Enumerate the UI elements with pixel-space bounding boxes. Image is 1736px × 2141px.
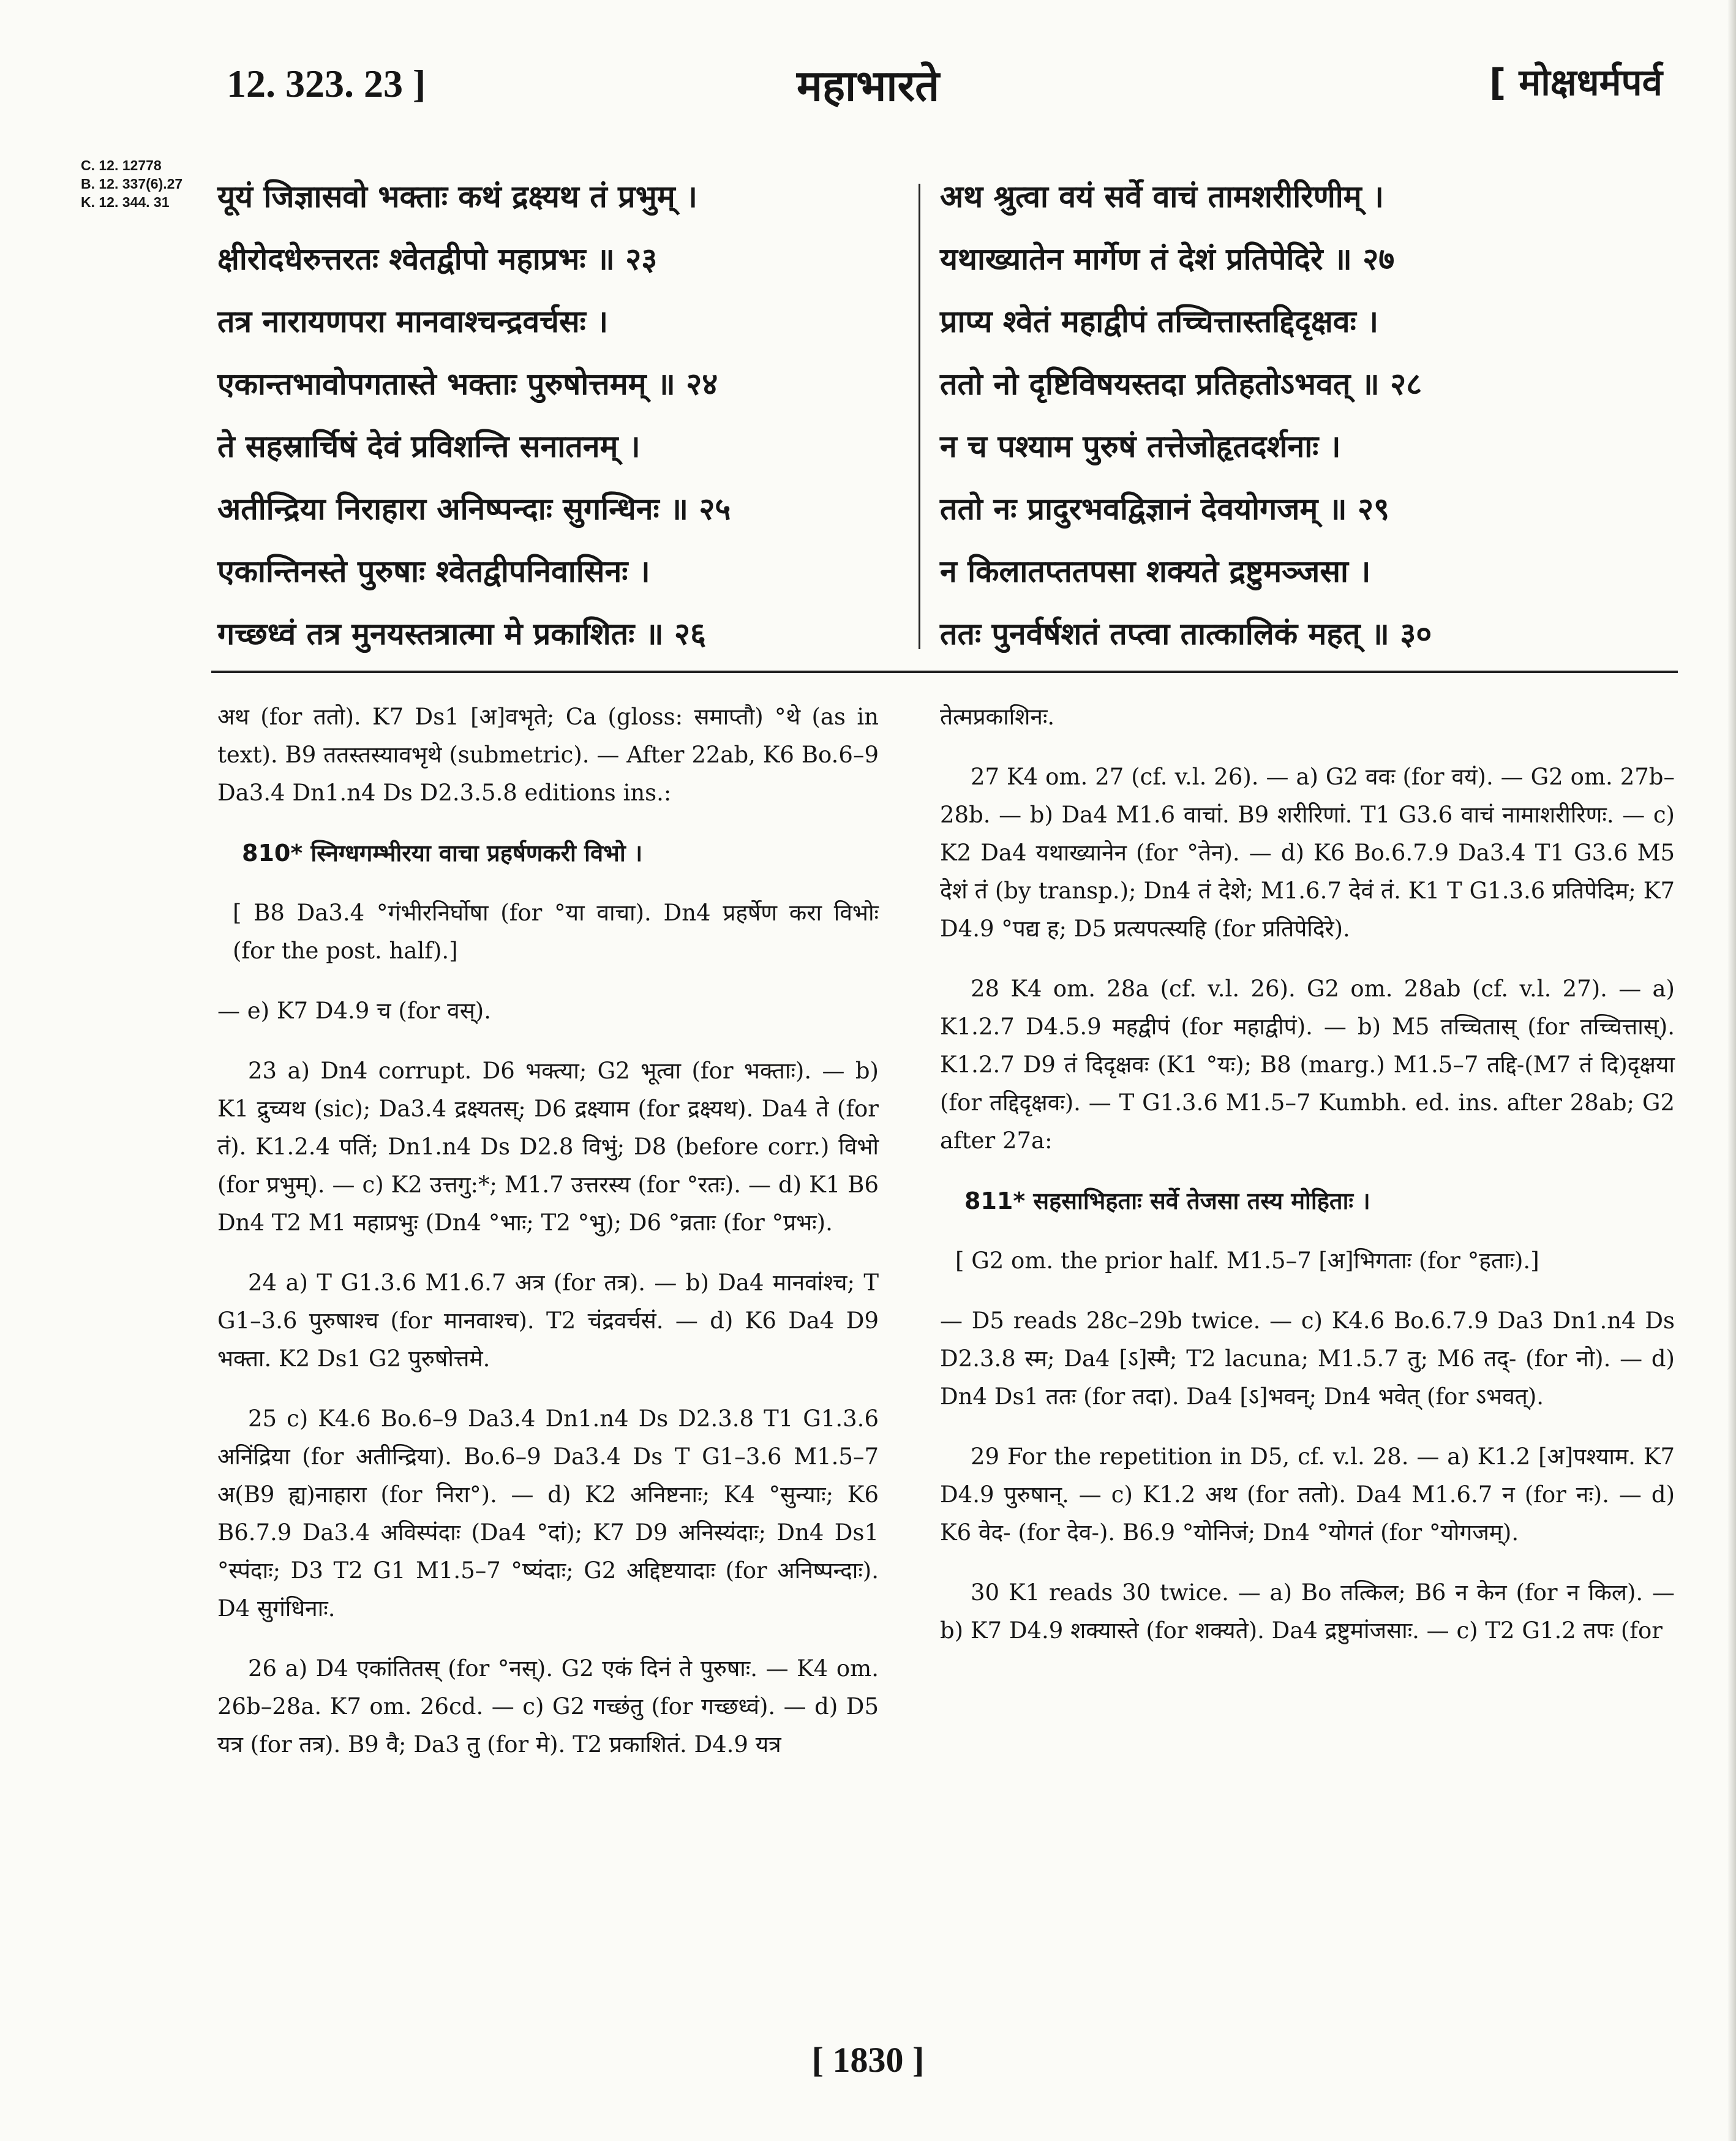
page-edge-shadow: [1727, 0, 1736, 2141]
verse-line: ततः पुनर्वर्षशतं तप्त्वा तात्कालिकं महत् ॥ ३०: [940, 616, 1432, 652]
section-title: [ मोक्षधर्मपर्व: [1489, 61, 1663, 104]
apparatus-note: 25 c) K4.6 Bo.6–9 Da3.4 Dn1.n4 Ds D2.3.8 T1 G1.3.6 अनिंद्रिया (for अतीन्द्रिया). Bo.6–9 Da3.4 Ds T G1–3.6 M1.5–7 अ(B9 ह्य)नाहारा (for निरा°). — d) K2 अनिष्टनाः; K4 °सुन्याः; K6 B6.7.9 Da3.4 अविस्पंदाः (Da4 °दां); K7 D9 अनिस्यंदाः; Dn4 Ds1 °स्पंदाः; D3 T2 G1 M1.5–7 °ष्यंदाः; G2 अद्दिष्टयादाः (for अनिष्पन्दाः). D4 सुगंधिनाः.: [217, 1405, 879, 1622]
verse-line: ते सहस्रार्चिषं देवं प्रविशन्ति सनातनम् ।: [217, 429, 641, 464]
verse-line: ततो नो दृष्टिविषयस्तदा प्रतिहतोऽभवत् ॥ २८: [940, 366, 1422, 402]
verse-line: एकान्तिनस्ते पुरुषाः श्वेतद्वीपनिवासिनः ।: [217, 554, 650, 589]
apparatus-note: 23 a) Dn4 corrupt. D6 भक्त्या; G2 भूत्वा (for भक्ताः). — b) K1 द्रुच्यथ (sic); Da3.4 द्रक्ष्यतस्; D6 द्रक्ष्याम (for द्रक्ष्यथ). Da4 ते (for तं). K1.2.4 पतिं; Dn1.n4 Ds D2.8 विभुं; D8 (before corr.) विभो (for प्रभुम्). — c) K2 उत्तगु:*; M1.7 उत्तरस्य (for °रतः). — d) K1 B6 Dn4 T2 M1 महाप्रभुः (Dn4 °भाः; T2 °भु); D6 °व्रताः (for °प्रभः).: [217, 1058, 879, 1236]
verse-line: अतीन्द्रिया निराहारा अनिष्पन्दाः सुगन्धिनः ॥ २५: [217, 491, 731, 527]
apparatus-divider: [211, 671, 1678, 673]
page-number: [ 1830 ]: [811, 2040, 925, 2080]
verse-column-right: [940, 165, 1659, 665]
apparatus-note: — e) K7 D4.9 च (for वस्).: [217, 998, 491, 1024]
verse-column-left: [217, 165, 882, 665]
apparatus-note: 28 K4 om. 28a (cf. v.l. 26). G2 om. 28ab (cf. v.l. 27). — a) K1.2.7 D4.5.9 महद्वीपं (for महाद्वीपं). — b) M5 तच्चितास् (for तच्चित्तास्). K1.2.7 D9 तं दिदृक्षवः (K1 °यः); B8 (marg.) M1.5–7 तद्दि-(M7 तं दि)दृक्षया (for तद्दिदृक्षवः). — T G1.3.6 M1.5–7 Kumbh. ed. ins. after 28ab; G2 after 27a:: [940, 976, 1675, 1154]
apparatus-note: — D5 reads 28c–29b twice. — c) K4.6 Bo.6.7.9 Da3 Dn1.n4 Ds D2.3.8 स्म; Da4 [ऽ]स्मै; T2 lacuna; M1.5.7 तु; M6 तद्- (for नो). — d) Dn4 Ds1 ततः (for तदा). Da4 [ऽ]भवन्; Dn4 भवेत् (for ऽभवत्).: [940, 1308, 1675, 1410]
verse-line: न च पश्याम पुरुषं तत्तेजोहृतदर्शनाः ।: [940, 429, 1341, 464]
verse-line: गच्छध्वं तत्र मुनयस्तत्रात्मा मे प्रकाशितः ॥ २६: [217, 616, 706, 652]
apparatus-column-left: [217, 698, 879, 1786]
apparatus-column-right: [940, 698, 1675, 1672]
verse-line: यथाख्यातेन मार्गेण तं देशं प्रतिपेदिरे ॥ २७: [940, 241, 1395, 277]
verse-line: यूयं जिज्ञासवो भक्ताः कथं द्रक्ष्यथ तं प्रभुम् ।: [217, 179, 697, 214]
concordance-bombay: B. 12. 337(6).27: [81, 176, 183, 192]
apparatus-note: अथ (for ततो). K7 Ds1 [अ]वभृते; Ca (gloss: समाप्तौ) °थे (as in text). B9 ततस्तस्यावभृथे (submetric). — After 22ab, K6 Bo.6–9 Da3.4 Dn1.n4 Ds D2.3.5.8 editions ins.:: [217, 704, 879, 806]
concordance: [81, 156, 182, 211]
page-reference: 12. 323. 23 ]: [227, 62, 426, 105]
verse-line: ततो नः प्रादुरभवद्विज्ञानं देवयोगजम् ॥ २९: [940, 491, 1390, 527]
additional-passage: 811* सहसाभिहताः सर्वे तेजसा तस्य मोहिताः ।: [964, 1187, 1370, 1214]
verse-line: तत्र नारायणपरा मानवाश्चन्द्रवर्चसः ।: [217, 304, 609, 339]
verse-line: न किलातप्ततपसा शक्यते द्रष्टुमञ्जसा ।: [940, 554, 1371, 589]
running-title: महाभारते: [796, 61, 940, 111]
concordance-kumbhakonam: K. 12. 344. 31: [81, 194, 170, 210]
verse-line: क्षीरोदधेरुत्तरतः श्वेतद्वीपो महाप्रभः ॥ २३: [217, 241, 658, 277]
apparatus-note: 30 K1 reads 30 twice. — a) Bo तत्किल; B6 न केन (for न किल). — b) K7 D4.9 शक्यास्ते (for शक्यते). Da4 द्रष्टुमांजसाः. — c) T2 G1.2 तपः (for: [940, 1579, 1675, 1644]
apparatus-note: 27 K4 om. 27 (cf. v.l. 26). — a) G2 ववः (for वयं). — G2 om. 27b–28b. — b) Da4 M1.6 वाचां. B9 शरीरिणां. T1 G3.6 वाचं नामाशरीरिणः. — c) K2 Da4 यथाख्यानेन (for °तेन). — d) K6 Bo.6.7.9 Da3.4 T1 G3.6 M5 देशं तं (by transp.); Dn4 तं देशे; M1.6.7 देवं तं. K1 T G1.3.6 प्रतिपेदिम; K7 D4.9 °पद्य ह; D5 प्रत्यपत्स्यहि (for प्रतिपेदिरे).: [940, 764, 1675, 942]
apparatus-note: तेत्मप्रकाशिनः.: [940, 704, 1055, 730]
apparatus-note: [ B8 Da3.4 °गंभीरनिर्घोषा (for °या वाचा). Dn4 प्रहर्षेण करा विभोः (for the post. half).]: [233, 900, 879, 964]
apparatus-note: 29 For the repetition in D5, cf. v.l. 28. — a) K1.2 [अ]पश्याम. K7 D4.9 पुरुषान्. — c) K1.2 अथ (for ततो). Da4 M1.6.7 न (for नः). — d) K6 वेद- (for देव-). B6.9 °योनिजं; Dn4 °योगतं (for °योगजम्).: [940, 1443, 1675, 1546]
verse-line: एकान्तभावोपगतास्ते भक्ताः पुरुषोत्तमम् ॥ २४: [217, 366, 718, 402]
additional-passage: 810* स्निग्धगम्भीरया वाचा प्रहर्षणकरी विभो ।: [242, 840, 643, 867]
concordance-calcutta: C. 12. 12778: [81, 157, 162, 173]
apparatus-note: 26 a) D4 एकांतितस् (for °नस्). G2 एकं दिनं ते पुरुषाः. — K4 om. 26b–28a. K7 om. 26cd. — c) G2 गच्छंतु (for गच्छध्वं). — d) D5 यत्र (for तत्र). B9 वै; Da3 तु (for मे). T2 प्रकाशितं. D4.9 यत्र: [217, 1655, 879, 1758]
column-divider: [919, 184, 920, 649]
verse-line: प्राप्य श्वेतं महाद्वीपं तच्चित्तास्तद्दिदृक्षवः ।: [940, 304, 1379, 339]
verse-line: अथ श्रुत्वा वयं सर्वे वाचं तामशरीरिणीम् ।: [940, 179, 1384, 214]
apparatus-note: 24 a) T G1.3.6 M1.6.7 अत्र (for तत्र). — b) Da4 मानवांश्च; T G1–3.6 पुरुषाश्च (for मानवाश्च). T2 चंद्रवर्चसं. — d) K6 Da4 D9 भक्ता. K2 Ds1 G2 पुरुषोत्तमे.: [217, 1270, 879, 1372]
apparatus-note: [ G2 om. the prior half. M1.5–7 [अ]भिगताः (for °हताः).]: [955, 1247, 1539, 1274]
